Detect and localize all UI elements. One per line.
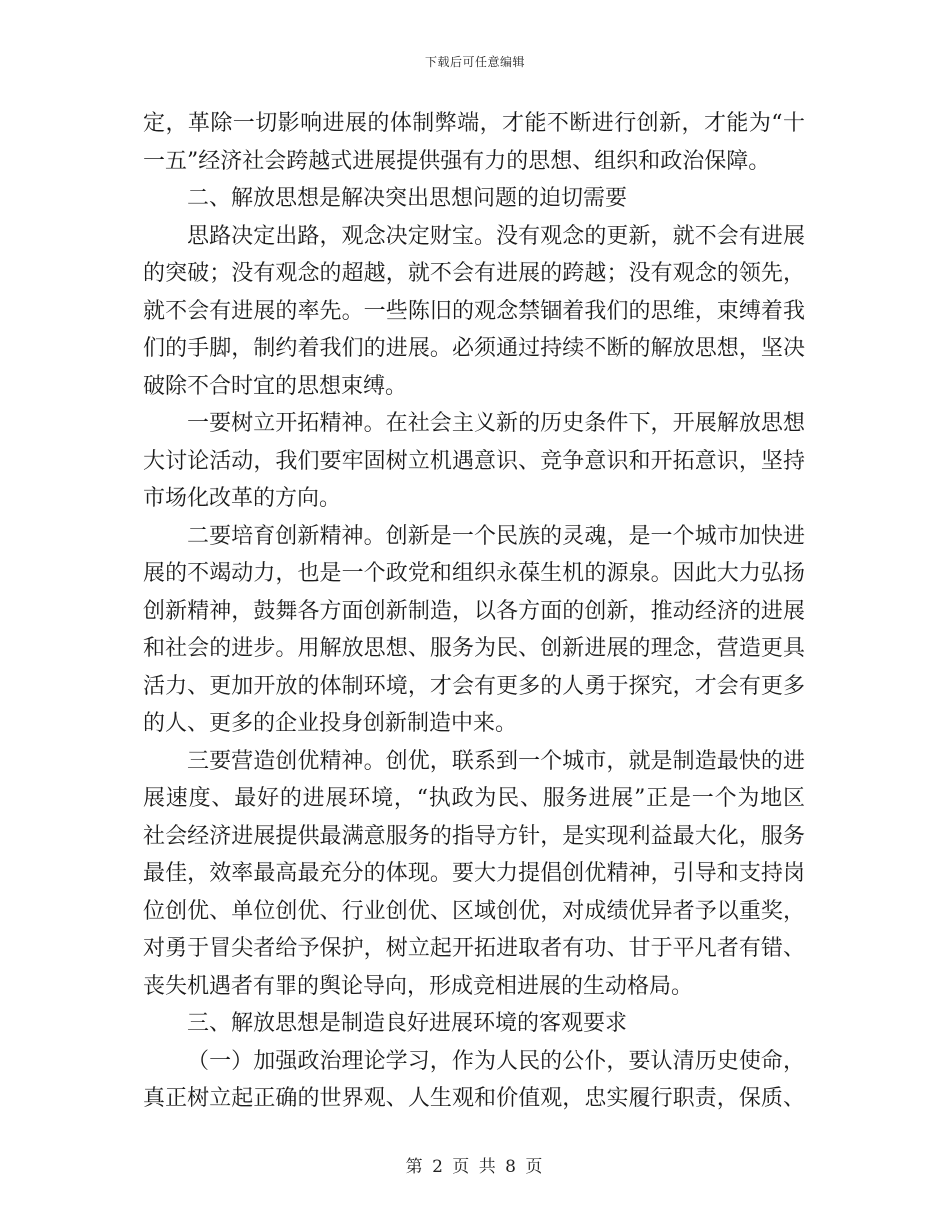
- text-line: 大讨论活动，我们要牢固树立机遇意识、竞争意识和开拓意识，坚持: [143, 448, 805, 474]
- section-heading: 二、解放思想是解决突出思想问题的迫切需要: [187, 186, 628, 211]
- text-line: 的人、更多的企业投身创新制造中来。: [143, 711, 518, 736]
- text-line: 最佳，效率最高最充分的体现。要大力提倡创优精神，引导和支持岗: [143, 861, 805, 886]
- text-line: 活力、更加开放的体制环境，才会有更多的人勇于探究，才会有更多: [143, 673, 805, 699]
- section-heading: 三、解放思想是制造良好进展环境的客观要求: [187, 1011, 628, 1036]
- text-line: 们的手脚，制约着我们的进展。必须通过持续不断的解放思想，坚决: [143, 336, 805, 361]
- text-line: 位创优、单位创优、行业创优、区域创优，对成绩优异者予以重奖，: [143, 898, 805, 924]
- page-number-footer: 第 2 页 共 8 页: [405, 1157, 545, 1177]
- page-header: 下载后可任意编辑: [424, 55, 525, 69]
- text-line: 的突破；没有观念的超越，就不会有进展的跨越；没有观念的领先，: [143, 261, 805, 286]
- text-line: 一五”经济社会跨越式进展提供强有力的思想、组织和政治保障。: [143, 148, 771, 174]
- text-line: 破除不合时宜的思想束缚。: [143, 373, 408, 399]
- text-line: 思路决定出路，观念决定财宝。没有观念的更新，就不会有进展: [187, 223, 805, 249]
- text-line: 市场化改革的方向。: [143, 486, 342, 511]
- text-line: （一）加强政治理论学习，作为人民的公仆，要认清历史使命，: [187, 1048, 805, 1074]
- text-line: 二要培育创新精神。创新是一个民族的灵魂，是一个城市加快进: [187, 523, 805, 549]
- text-line: 展的不竭动力，也是一个政党和组织永葆生机的源泉。因此大力弘扬: [143, 561, 805, 586]
- text-line: 展速度、最好的进展环境，“执政为民、服务进展”正是一个为地区: [143, 786, 805, 811]
- document-body: [143, 105, 805, 1118]
- text-line: 创新精神，鼓舞各方面创新制造，以各方面的创新，推动经济的进展: [143, 598, 805, 624]
- text-line: 社会经济进展提供最满意服务的指导方针，是实现利益最大化，服务: [143, 823, 805, 849]
- text-line: 三要营造创优精神。创优，联系到一个城市，就是制造最快的进: [187, 748, 805, 774]
- text-line: 丧失机遇者有罪的舆论导向，形成竞相进展的生动格局。: [143, 973, 694, 999]
- text-line: 就不会有进展的率先。一些陈旧的观念禁锢着我们的思维，束缚着我: [143, 298, 805, 324]
- text-line: 一要树立开拓精神。在社会主义新的历史条件下，开展解放思想: [187, 411, 805, 436]
- text-line: 真正树立起正确的世界观、人生观和价值观，忠实履行职责，保质、: [143, 1086, 805, 1111]
- text-line: 和社会的进步。用解放思想、服务为民、创新进展的理念，营造更具: [143, 636, 805, 661]
- text-line: 对勇于冒尖者给予保护，树立起开拓进取者有功、甘于平凡者有错、: [143, 936, 805, 961]
- text-line: 定，革除一切影响进展的体制弊端，才能不断进行创新，才能为“十: [143, 111, 805, 136]
